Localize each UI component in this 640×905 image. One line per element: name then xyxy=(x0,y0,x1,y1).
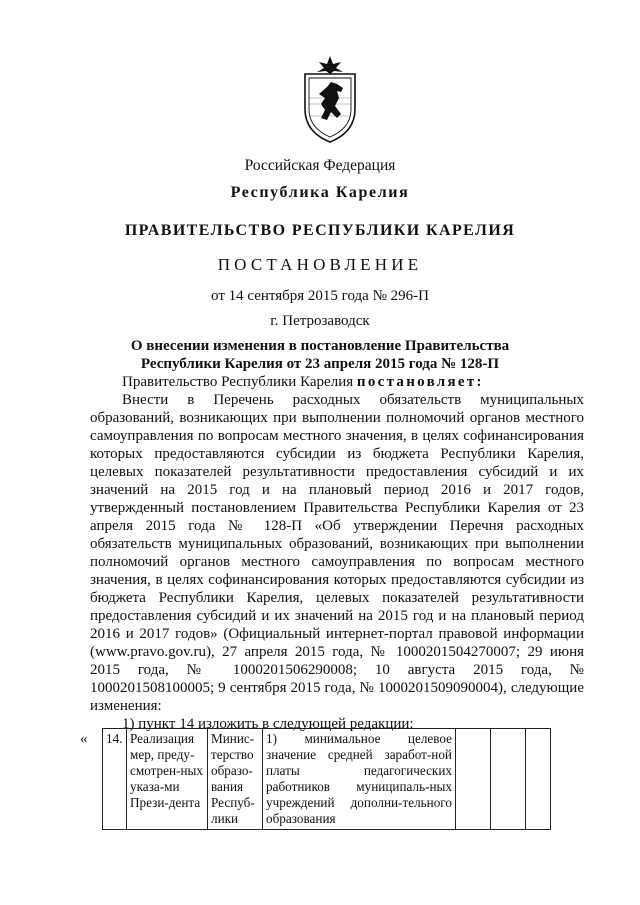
document-date-number: от 14 сентября 2015 года № 296-П xyxy=(211,288,429,304)
amendment-item: 1) пункт 14 изложить в следующей редакции: xyxy=(122,716,414,732)
government-title: ПРАВИТЕЛЬСТВО РЕСПУБЛИКИ КАРЕЛИЯ xyxy=(124,222,516,239)
amendment-table xyxy=(102,728,551,830)
document-body xyxy=(90,373,584,733)
republic-label: Республика Карелия xyxy=(230,184,410,201)
measure-name-cell: Реализация мер, преду-смотрен-ных указа-ми Прези-дента xyxy=(127,729,208,830)
value-cell-2015 xyxy=(456,729,491,830)
opening-quote: « xyxy=(80,731,88,747)
table-row xyxy=(103,729,551,830)
heading-line-2: Республики Карелия от 23 апреля 2015 года № 128-П xyxy=(140,356,500,372)
main-paragraph: Внести в Перечень расходных обязательств муниципальных образований, возникающих при выполнении полномочий органов местного самоуправления по вопросам местного значения, в целях софинансирования которых предоставляются субсидии из бюджета Республики Карелия, целевых показателей результативности предоставления субсидий и их значений на 2015 год и на плановый период 2016 и 2017 годов, утвержденный постановлением Правительства Республики Карелия от 23 апреля 2015 года № 128-П «Об утверждении Перечня расходных обязательств муниципальных образований, возникающих при выполнении полномочий органов местного самоуправления по вопросам местного значения, в целях софинансирования которых предоставляются субсидии из бюджета Республики Карелия, целевых показателей результативности предоставления субсидий и их значений на 2015 год и на плановый период 2016 и 2017 годов» (Официальный интернет-портал правовой информации (www.pravo.gov.ru), 27 апреля 2015 года, № 1000201504270007; 29 июня 2015 года, № 1000201506290008; 10 августа 2015 года, № 1000201508100005; 9 сентября 2015 года, № 1000201509090004), следующие изменения: xyxy=(90,392,584,714)
federation-label: Российская Федерация xyxy=(244,157,396,174)
indicator-cell: 1) минимальное целевое значение средней заработ-ной платы педагогических работников муниципаль-ных учреждений дополни-тельного образования xyxy=(263,729,456,830)
document-heading xyxy=(0,337,640,373)
value-cell-2016 xyxy=(491,729,526,830)
coat-of-arms-emblem xyxy=(297,54,363,144)
intro-text: Правительство Республики Карелия xyxy=(122,374,357,390)
heading-line-1: О внесении изменения в постановление Правительства xyxy=(130,338,510,354)
intro-paragraph xyxy=(90,373,584,391)
value-cell-2017 xyxy=(526,729,551,830)
city-label: г. Петрозаводск xyxy=(270,313,370,329)
ministry-cell: Минис-терство образо-вания Респуб-лики xyxy=(208,729,263,830)
document-type: ПОСТАНОВЛЕНИЕ xyxy=(217,255,423,274)
resolves-word: постановляет: xyxy=(356,374,484,390)
row-number-cell: 14. xyxy=(103,729,127,830)
